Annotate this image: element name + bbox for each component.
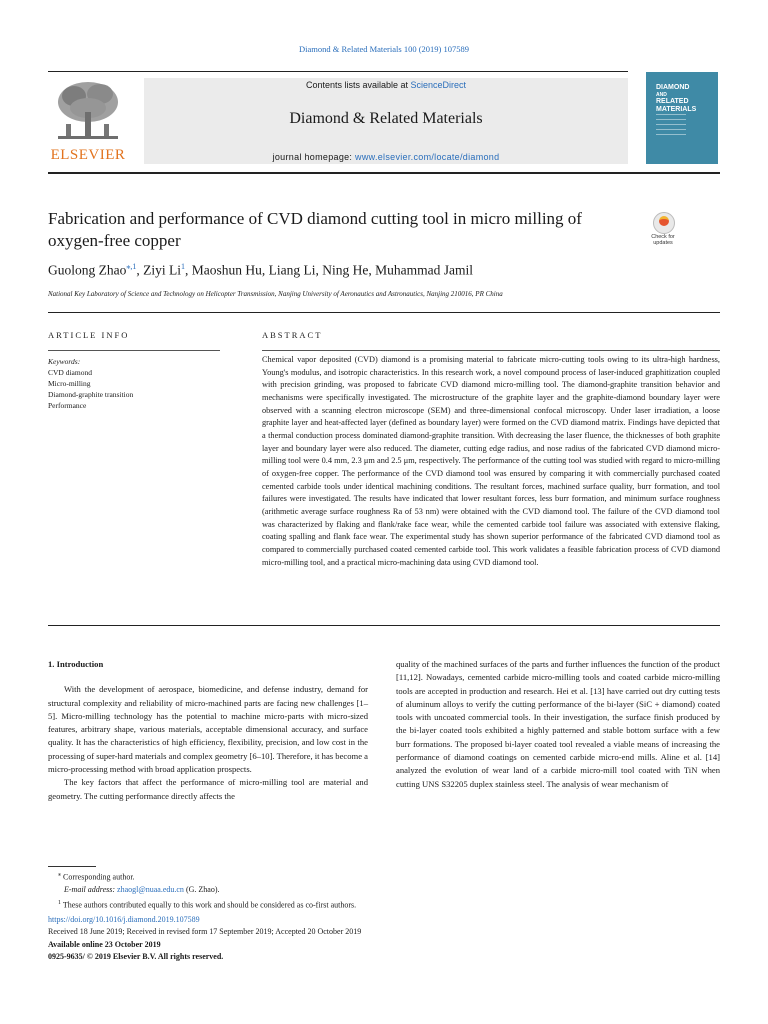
author-name[interactable]: Ning He: [322, 262, 369, 278]
footnotes: [58, 869, 718, 912]
paragraph: With the development of aerospace, biomedicine, and defense industry, demand for structural complexity and reliability of micro-machined parts are facing new challenges [1–5]. Micro-milling technology has the potential to machine micro-parts with micro-sized features, arbitrary shape, various materials, acceptable dimensional accuracy, and surface quality. It has the characteristics of high efficiency, flexibility, precision, and low cost in the processing of super-hard materials and complex geometry [6–10]. Therefore, it has become a micro-processing method with broad application prospects.: [48, 684, 368, 775]
abstract-text: Chemical vapor deposited (CVD) diamond is a promising material to fabricate micro-cutting tools owing to its ultra-high hardness, Young's modulus, and isotropic characteristics. In this research work, a novel compound process of laser-induced graphitization coupled with precision grinding, was proposed to fabricate CVD diamond micro-milling tool. The diamond-graphite transition behavior and mechanisms were specifically investigated. The microstructure of the graphite layer and the graphite-diamond boundary layer were observed with a scanning electron microscope (SEM) and three-dimensional confocal microscopy. Under laser irradiation, a loose graphite layer and heat-affected layer (defined as boundary layer) were formed on the CVD diamond matrix. Findings have depicted that a thermal conduction process dominated diamond-graphite transition. With decreasing the laser fluence, the thicknesses of both graphite layer and boundary layer were also reduced. The diameter, cutting edge radius, and nose radius of the fabricated CVD diamond micro-milling tool were 0.4 mm, 2.3 μm and 2.5 μm, respectively. The performance of the cutting tool was studied with regard to micro-milling of oxygen-free copper. The performance of the CVD diamond tool was ensured by comparing it with commercially purchased coated cemented carbide tools under identical machining conditions. The resultant forces, machined surface quality, burr formation, and tool failures were investigated. The results have indicated that lower resultant forces, less burr formation, and minimum surface roughness (arithmetic average surface roughness Ra of 53 nm) were obtained with the CVD diamond tool. The failure of the CVD diamond tool was characterized by flaking and flank/rake face wear, while the cemented carbide tool failure was associated with extensive flaking, coating spalling and flank face wear. The experimental study has shown superior performance of the fabricated CVD diamond tool as compared to commercially purchased coated cemented carbide tool. This work validates a feasible fabrication process of CVD diamond micro-milling tool, and a practical micro-machining data using CVD diamond tool.: [262, 355, 720, 567]
article-info-heading: ARTICLE INFO: [48, 330, 130, 340]
paragraph: The key factors that affect the performance of micro-milling tool are material and geometry. The cutting performance directly affects the: [48, 777, 368, 801]
keyword: Performance: [48, 401, 87, 410]
keyword: Micro-milling: [48, 379, 91, 388]
author-name[interactable]: Muhammad Jamil: [375, 262, 473, 278]
journal-homepage-link[interactable]: www.elsevier.com/locate/diamond: [355, 152, 500, 162]
homepage-line: [144, 152, 628, 162]
abstract-heading: ABSTRACT: [262, 330, 323, 340]
doi-link[interactable]: https://doi.org/10.1016/j.diamond.2019.107589: [48, 915, 200, 924]
cover-decoration: [656, 114, 686, 139]
author-name[interactable]: Maoshun Hu: [191, 262, 262, 278]
email-suffix: (G. Zhao).: [183, 885, 220, 895]
homepage-prefix: journal homepage:: [272, 152, 356, 162]
top-rule: [48, 71, 628, 72]
cover-title-line: MATERIALS: [656, 106, 697, 113]
copyright: 0925-9635/ © 2019 Elsevier B.V. All rights reserved.: [48, 951, 224, 961]
journal-title: Diamond & Related Materials: [289, 110, 483, 127]
elsevier-wordmark: ELSEVIER: [50, 147, 126, 163]
author-name[interactable]: Guolong Zhao: [48, 262, 127, 278]
footnote-cofirst: $^1$ These authors contributed equally to this work and should be considered as co-first authors.: [58, 899, 357, 910]
author-name[interactable]: Ziyi Li: [143, 262, 181, 278]
article-info-rule: [48, 350, 220, 351]
cover-title: [656, 84, 712, 114]
abstract-rule: [262, 350, 720, 351]
keywords-list: [48, 367, 238, 411]
cover-title-line: DIAMOND: [656, 84, 690, 91]
email-link[interactable]: zhaogl@nuaa.edu.cn: [117, 885, 184, 895]
author-name[interactable]: Liang Li: [268, 262, 316, 278]
email-label: E-mail address:: [64, 885, 118, 895]
footnote-rule: [48, 866, 96, 867]
abstract-bottom-rule: [48, 625, 720, 626]
footnote-email: [58, 884, 718, 897]
check-updates-line: updates: [653, 240, 673, 246]
publication-info: [48, 914, 728, 963]
section-rule: [48, 312, 720, 313]
footnote-text: Corresponding author.: [63, 872, 135, 882]
keyword: CVD diamond: [48, 368, 92, 377]
cover-title-line: RELATED: [656, 98, 689, 105]
cover-title-line: AND: [656, 92, 667, 98]
footnote-corresponding: ⁎ Corresponding author.: [58, 872, 135, 882]
elsevier-tree-icon: [48, 78, 128, 146]
sciencedirect-link[interactable]: ScienceDirect: [410, 80, 467, 90]
author-affiliation-mark[interactable]: 1: [181, 262, 185, 271]
received-dates: Received 18 June 2019; Received in revised form 17 September 2019; Accepted 20 October 2019: [48, 927, 362, 937]
check-updates-label: [645, 234, 681, 246]
journal-cover-thumbnail[interactable]: [646, 72, 718, 164]
affiliation: National Key Laboratory of Science and Technology on Helicopter Transmission, Nanjing University of Aeronautics and Astronautics, Nanjing 210016, PR China: [48, 290, 503, 298]
masthead-rule: [48, 172, 720, 174]
keywords-label: Keywords:: [48, 357, 81, 366]
article-title: Fabrication and performance of CVD diamond cutting tool in micro milling of oxygen-free copper: [48, 209, 582, 250]
check-updates-line: Check for: [651, 234, 675, 240]
check-for-updates-badge[interactable]: [645, 212, 681, 250]
body-column-left: [48, 658, 368, 803]
available-online: Available online 23 October 2019: [48, 939, 161, 949]
contents-prefix: Contents lists available at: [305, 80, 411, 90]
keyword: Diamond-graphite transition: [48, 390, 134, 399]
contents-line: [144, 80, 628, 90]
publisher-logo: [48, 78, 128, 164]
body-column-right: [396, 658, 720, 791]
section-heading-introduction: 1. Introduction: [48, 659, 104, 669]
footnote-text: These authors contributed equally to this work and should be considered as co-first authors.: [62, 900, 357, 910]
author-affiliation-mark[interactable]: ⁎,1: [126, 262, 137, 271]
author-list: Guolong Zhao$^{⁎,1}$, Ziyi Li$^1$, Maoshun Hu, Liang Li, Ning He, Muhammad Jamil: [48, 262, 473, 278]
journal-citation[interactable]: Diamond & Related Materials 100 (2019) 107589: [299, 44, 469, 54]
paragraph: quality of the machined surfaces of the parts and further influences the function of the product [11,12]. Nowadays, cemented carbide micro-milling tools and coated carbide micro-milling tools are accepted in production and research. Hei et al. [13] have carried out dry cutting tests of aluminum alloys to verify the cutting performance of the bi-layer (SiC + diamond) coated tools with uncoated commercial tools. In their investigation, the surface finish produced by the bi-layer coated tools exhibited a highly patterned and stable bottom surface with a few burr formations. The proposed bi-layer coated tool revealed a viable means of increasing the performance of diamond coatings on cemented carbide micro-end mills. Aline et al. [14] analyzed the evolution of wear land of a carbide micro-mill tool coated with TiN when cutting UNS S32205 duplex stainless steel. The analysis of wear mechanism of: [396, 659, 720, 789]
check-updates-icon: [653, 212, 675, 234]
